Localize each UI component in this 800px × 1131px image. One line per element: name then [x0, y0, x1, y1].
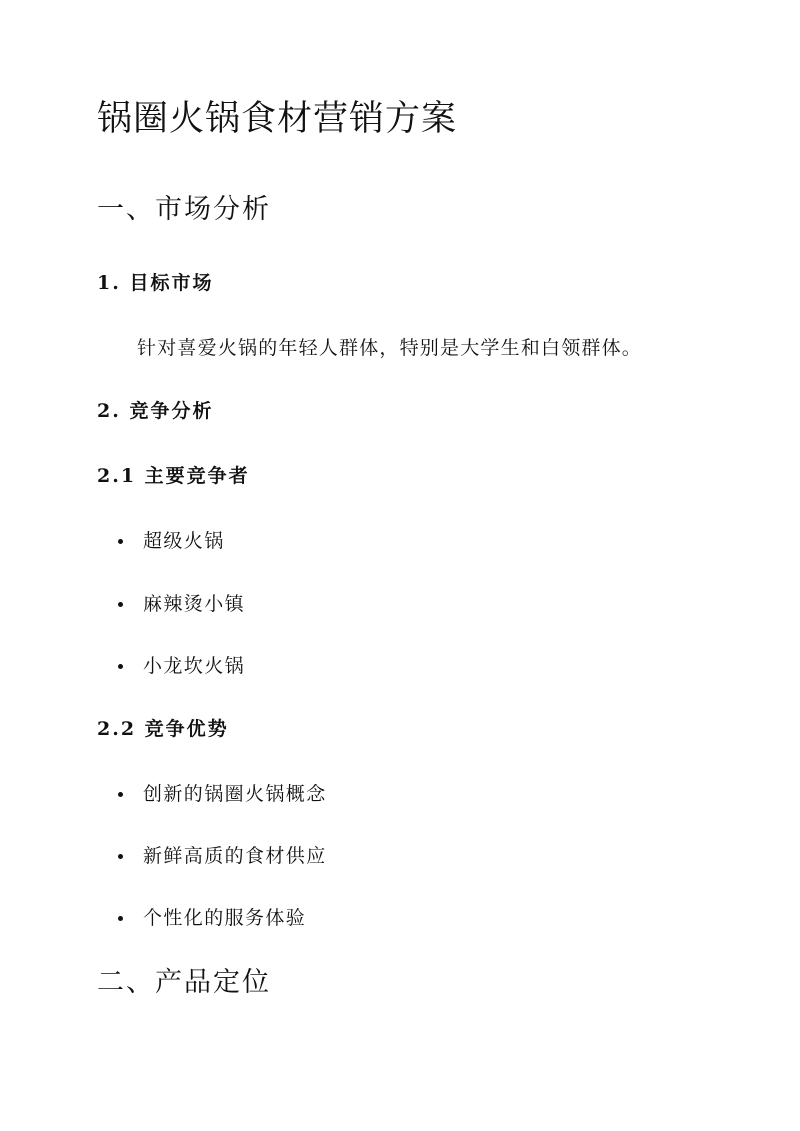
bullet-icon — [118, 792, 123, 797]
subsection-heading-main-competitors: 2.1 主要竞争者 — [97, 465, 250, 487]
subsection-heading-target-market: 1. 目标市场 — [97, 272, 214, 294]
bullet-icon — [118, 916, 123, 921]
subsection-heading-competition-analysis: 2. 竞争分析 — [97, 400, 214, 422]
bullet-icon — [118, 664, 123, 669]
list-item-text: 新鲜高质的食材供应 — [143, 845, 327, 867]
bullet-icon — [118, 602, 123, 607]
subsection-heading-competitive-advantages: 2.2 竞争优势 — [97, 718, 229, 740]
document-title: 锅圈火锅食材营销方案 — [97, 99, 458, 139]
target-market-paragraph: 针对喜爱火锅的年轻人群体，特别是大学生和白领群体。 — [137, 337, 643, 359]
bullet-icon — [118, 539, 123, 544]
list-item — [118, 905, 306, 931]
section-heading-product-positioning: 二、产品定位 — [97, 967, 271, 998]
list-item-text: 小龙坎火锅 — [143, 655, 246, 677]
list-item — [118, 781, 327, 807]
list-item-text: 超级火锅 — [143, 530, 225, 552]
section-heading-market-analysis: 一、市场分析 — [97, 194, 271, 225]
bullet-icon — [118, 854, 123, 859]
list-item-text: 麻辣烫小镇 — [143, 593, 246, 615]
list-item — [118, 528, 225, 554]
list-item — [118, 653, 245, 679]
list-item — [118, 591, 245, 617]
list-item-text: 创新的锅圈火锅概念 — [143, 783, 327, 805]
list-item — [118, 843, 327, 869]
list-item-text: 个性化的服务体验 — [143, 907, 307, 929]
